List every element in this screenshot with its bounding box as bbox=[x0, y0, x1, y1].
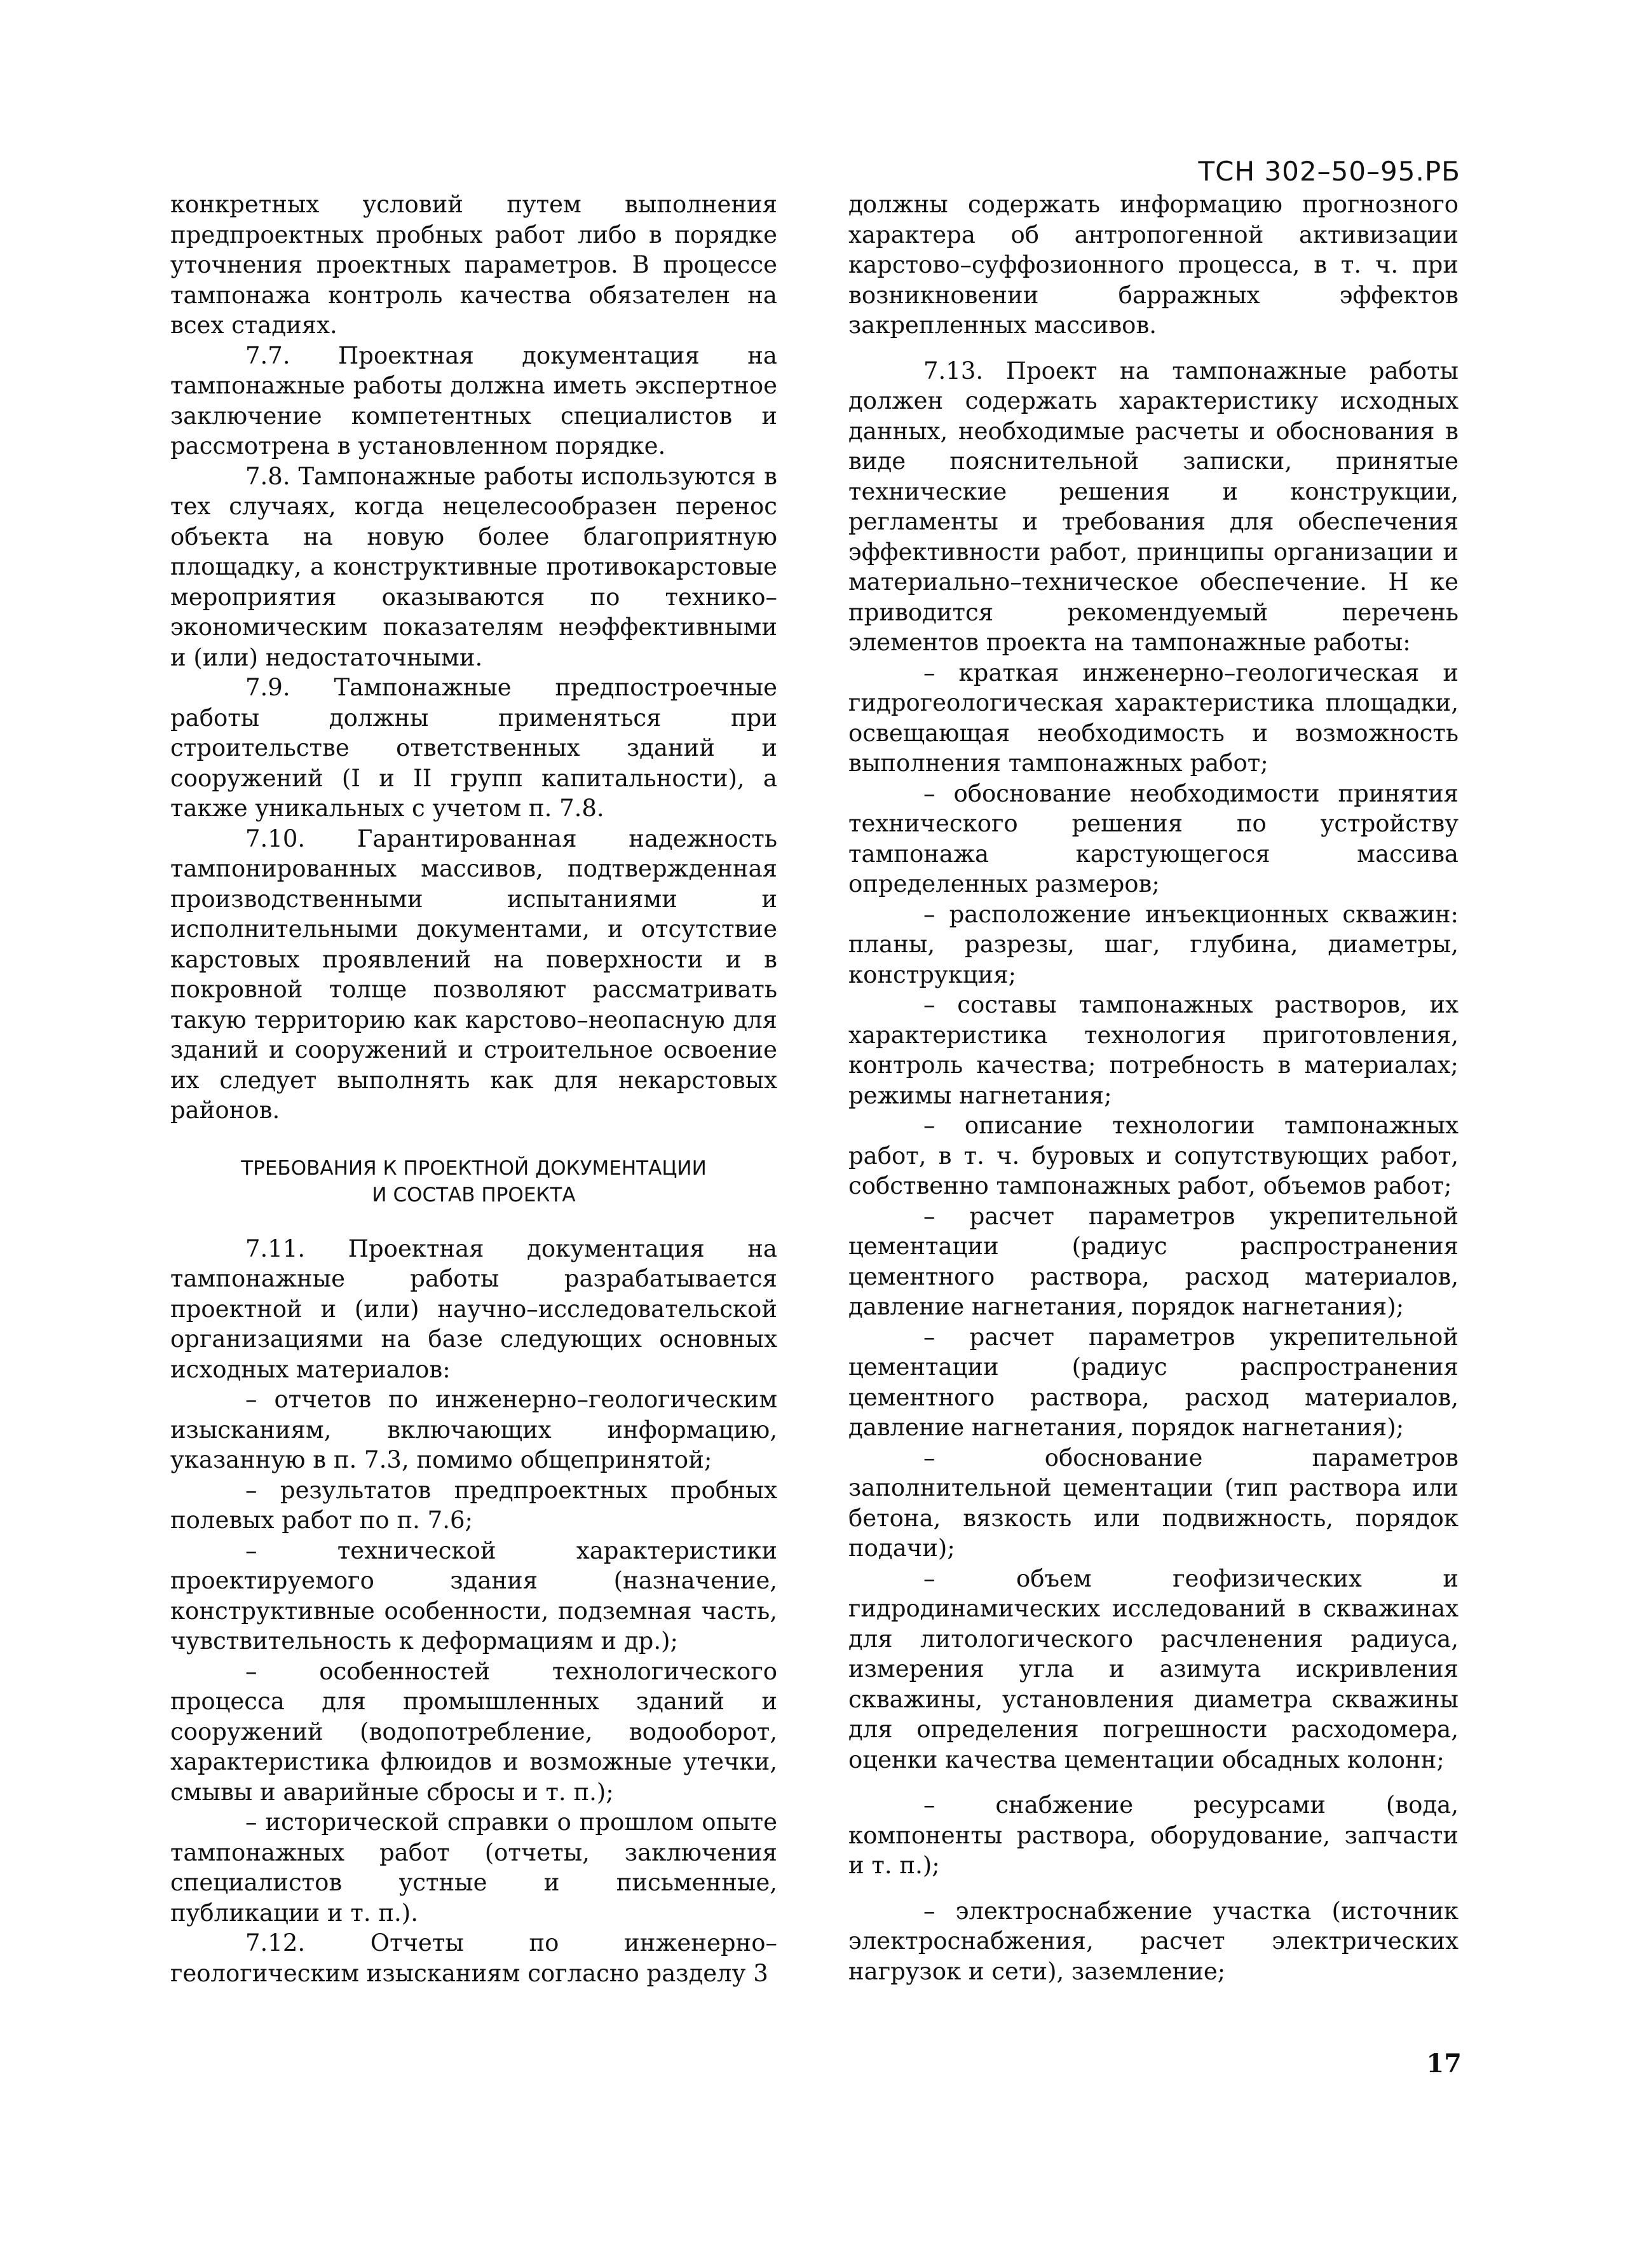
list-item: – расчет параметров укрепительной цементации (радиус распространения цементного раствора, расход материалов, давление нагнетания, порядок нагнетания); bbox=[848, 1202, 1459, 1320]
list-item: – результатов предпроектных пробных полевых работ по п. 7.6; bbox=[170, 1476, 777, 1534]
list-item: – особенностей технологического процесса для промышленных зданий и сооружений (водопотребление, водооборот, характеристика флюидов и возможные утечки, смывы и аварийные сбросы и т. п.); bbox=[170, 1657, 777, 1806]
list-item: – снабжение ресурсами (вода, компоненты раствора, оборудование, запчасти и т. п.); bbox=[848, 1791, 1459, 1879]
paragraph-7-9: 7.9. Тампонажные предпостроечные работы должны применяться при строительстве ответственных зданий и сооружений (I и II групп капитальности), а также уникальных с учетом п. 7.8. bbox=[170, 674, 777, 822]
page-number: 17 bbox=[1426, 2049, 1462, 2079]
paragraph-7-7: 7.7. Проектная документация на тампонажные работы должна иметь экспертное заключение компетентных специалистов и рассмотрена в установленном порядке. bbox=[170, 341, 777, 460]
list-item: – расположение инъекционных скважин: планы, разрезы, шаг, глубина, диаметры, конструкция; bbox=[848, 900, 1459, 988]
paragraph-7-12-continuation: должны содержать информацию прогнозного характера об антропогенной активизации карстово–суффозионного процесса, в т. ч. при возникновении барражных эффектов закрепленных массивов. bbox=[848, 191, 1459, 339]
list-item: – электроснабжение участка (источник электроснабжения, расчет электрических нагрузок и сети), заземление; bbox=[848, 1897, 1459, 1985]
right-column bbox=[848, 189, 1459, 1986]
paragraph-7-6-continuation: конкретных условий путем выполнения предпроектных пробных работ либо в порядке уточнения проектных параметров. В процессе тампонажа контроль качества обязателен на всех стадиях. bbox=[170, 191, 777, 339]
document-code: ТСН 302–50–95.РБ bbox=[1198, 156, 1460, 187]
paragraph-7-8: 7.8. Тампонажные работы используются в тех случаях, когда нецелесообразен перенос объекта на новую более благоприятную площадку, а конструктивные противокарстовые мероприятия оказываются по технико–экономическим показателям неэффективными и (или) недостаточными. bbox=[170, 462, 777, 671]
section-heading bbox=[170, 1155, 777, 1208]
list-item: – составы тампонажных растворов, их характеристика технология приготовления, контроль качества; потребность в материалах; режимы нагнетания; bbox=[848, 991, 1459, 1109]
list-item: – обоснование необходимости принятия технического решения по устройству тампонажа карстующегося массива определенных размеров; bbox=[848, 779, 1459, 898]
list-item: – краткая инженерно–геологическая и гидрогеологическая характеристика площадки, освещающая необходимость и возможность выполнения тампонажных работ; bbox=[848, 659, 1459, 777]
list-item: – технической характеристики проектируемого здания (назначение, конструктивные особенности, подземная часть, чувствительность к деформациям и др.); bbox=[170, 1536, 777, 1655]
section-heading-line-2: И СОСТАВ ПРОЕКТА bbox=[372, 1183, 576, 1206]
list-item: – обоснование параметров заполнительной цементации (тип раствора или бетона, вязкость или подвижность, порядок подачи); bbox=[848, 1444, 1459, 1562]
left-column bbox=[170, 189, 777, 1988]
paragraph-7-11: 7.11. Проектная документация на тампонажные работы разрабатывается проектной и (или) научно–исследовательской организациями на базе следующих основных исходных материалов: bbox=[170, 1234, 777, 1383]
paragraph-7-13: 7.13. Проект на тампонажные работы должен содержать характеристику исходных данных, необходимые расчеты и обоснования в виде пояснительной записки, принятые технические решения и конструкции, регламенты и требования для обеспечения эффективности работ, принципы организации и материально–техническое обеспечение. Н ке приводится рекомендуемый перечень элементов проекта на тампонажные работы: bbox=[848, 357, 1459, 656]
paragraph-7-10: 7.10. Гарантированная надежность тампонированных массивов, подтвержденная производственными испытаниями и исполнительными документами, и отсутствие карстовых проявлений на поверхности и в покровной толще позволяют рассматривать такую территорию как карстово–неопасную для зданий и сооружений и строительное освоение их следует выполнять как для некарстовых районов. bbox=[170, 824, 777, 1124]
section-heading-line-1: ТРЕБОВАНИЯ К ПРОЕКТНОЙ ДОКУМЕНТАЦИИ bbox=[241, 1156, 707, 1180]
list-item: – описание технологии тампонажных работ, в т. ч. буровых и сопутствующих работ, собственно тампонажных работ, объемов работ; bbox=[848, 1112, 1459, 1199]
paragraph-7-12: 7.12. Отчеты по инженерно–геологическим изысканиям согласно разделу 3 bbox=[170, 1929, 777, 1987]
list-item: – исторической справки о прошлом опыте тампонажных работ (отчеты, заключения специалистов устные и письменные, публикации и т. п.). bbox=[170, 1808, 777, 1927]
list-item: – отчетов по инженерно–геологическим изысканиям, включающих информацию, указанную в п. 7.3, помимо общепринятой; bbox=[170, 1386, 777, 1473]
list-item: – объем геофизических и гидродинамических исследований в скважинах для литологического расчленения радиуса, измерения угла и азимута искривления скважины, установления диаметра скважины для определения погрешности расходомера, оценки качества цементации обсадных колонн; bbox=[848, 1564, 1459, 1773]
list-item: – расчет параметров укрепительной цементации (радиус распространения цементного раствора, расход материалов, давление нагнетания, порядок нагнетания); bbox=[848, 1323, 1459, 1441]
